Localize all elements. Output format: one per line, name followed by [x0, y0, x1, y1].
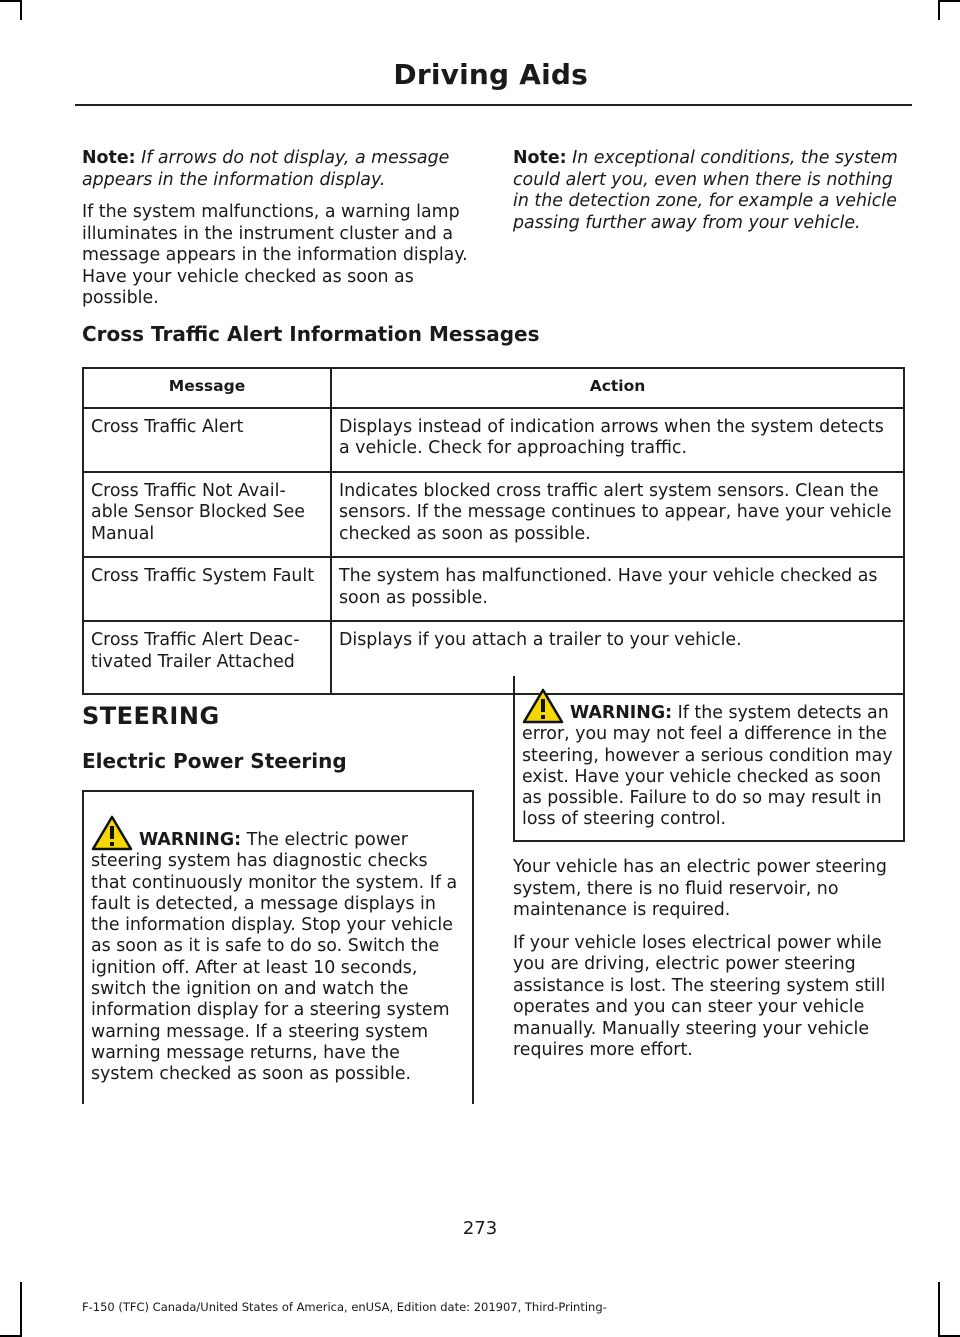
page-title: Driving Aids: [393, 58, 588, 91]
column-header-message: Message: [83, 368, 331, 408]
malfunction-paragraph: If the system malfunctions, a warning lamp illuminates in the instrument cluster and a message appears in the information display. Have your vehicle checked as soon as possible.: [82, 202, 468, 308]
edition-footer: F-150 (TFC) Canada/United States of America, enUSA, Edition date: 201907, Third-Printing-: [82, 1300, 607, 1314]
warning-paragraph: [91, 790, 466, 1086]
column-header-action: Action: [331, 368, 904, 408]
warning-triangle-icon: [522, 688, 564, 724]
warning-label: WARNING:: [139, 830, 242, 850]
warning-box: [82, 790, 474, 1104]
cta-messages-table: [82, 367, 905, 695]
warning-box-rule: [513, 840, 905, 842]
steering-body: [513, 857, 905, 1062]
message-cell: Cross Traffic Not Avail-able Sensor Blocked See Manual: [83, 472, 331, 558]
note-paragraph: [82, 148, 474, 191]
subsection-title: Electric Power Steering: [82, 749, 347, 773]
action-cell: Displays if you attach a trailer to your vehicle.: [331, 621, 904, 694]
note-label: Note:: [513, 148, 567, 168]
body-paragraph: Your vehicle has an electric power steering system, there is no fluid reservoir, no maintenance is required.: [513, 857, 887, 920]
action-cell: The system has malfunctioned. Have your vehicle checked as soon as possible.: [331, 557, 904, 621]
notes-right: [513, 148, 905, 234]
table-row: [83, 408, 904, 472]
table-heading: Cross Traffic Alert Information Messages: [82, 322, 540, 346]
note-paragraph: [513, 148, 905, 234]
warning-text: The electric power steering system has diagnostic checks that continuously monitor the system. If a fault is detected, a message displays in the information display. Stop your vehicle as soon as it is safe to do so. Switch the ignition off. After at least 10 seconds, switch the ignition on and watch the information display for a steering system warning message. If a steering system warning message returns, have the system checked as soon as possible.: [91, 830, 458, 1085]
note-text: In exceptional conditions, the system could alert you, even when there is nothing in the detection zone, for example a vehicle passing further away from your vehicle.: [513, 148, 898, 233]
message-cell: Cross Traffic Alert Deac-tivated Trailer Attached: [83, 621, 331, 694]
header-divider: [75, 104, 912, 106]
warning-text: If the system detects an error, you may not feel a difference in the steering, however a serious condition may exist. Have your vehicle checked as soon as possible. Failure to do so may result in loss of steering control.: [522, 703, 893, 830]
message-cell: Cross Traffic Alert: [83, 408, 331, 472]
warning-box-rule: [82, 790, 474, 792]
section-title: STEERING: [82, 702, 220, 730]
crop-mark: [938, 0, 940, 20]
table-header-row: [83, 368, 904, 408]
warning-label: WARNING:: [570, 703, 673, 723]
body-paragraph: If your vehicle loses electrical power while you are driving, electric power steering assistance is lost. The steering system still operates and you can steer your vehicle manually. Manually steering your vehicle requires more effort.: [513, 932, 886, 1060]
notes-left: [82, 148, 474, 310]
table-row: [83, 472, 904, 558]
warning-box: [513, 676, 905, 842]
action-cell: Indicates blocked cross traffic alert system sensors. Clean the sensors. If the message continues to appear, have your vehicle checked as soon as possible.: [331, 472, 904, 558]
action-cell: Displays instead of indication arrows when the system detects a vehicle. Check for approaching traffic.: [331, 408, 904, 472]
page-number: 273: [462, 1218, 498, 1239]
warning-paragraph: [522, 676, 897, 831]
note-text: If arrows do not display, a message appears in the information display.: [82, 148, 450, 190]
table-row: [83, 557, 904, 621]
crop-mark: [0, 0, 20, 2]
crop-mark: [20, 0, 22, 20]
note-label: Note:: [82, 148, 136, 168]
crop-mark: [940, 0, 960, 2]
message-cell: Cross Traffic System Fault: [83, 557, 331, 621]
warning-triangle-icon: [91, 815, 133, 851]
crop-mark: [938, 1282, 940, 1337]
crop-mark: [20, 1282, 22, 1337]
